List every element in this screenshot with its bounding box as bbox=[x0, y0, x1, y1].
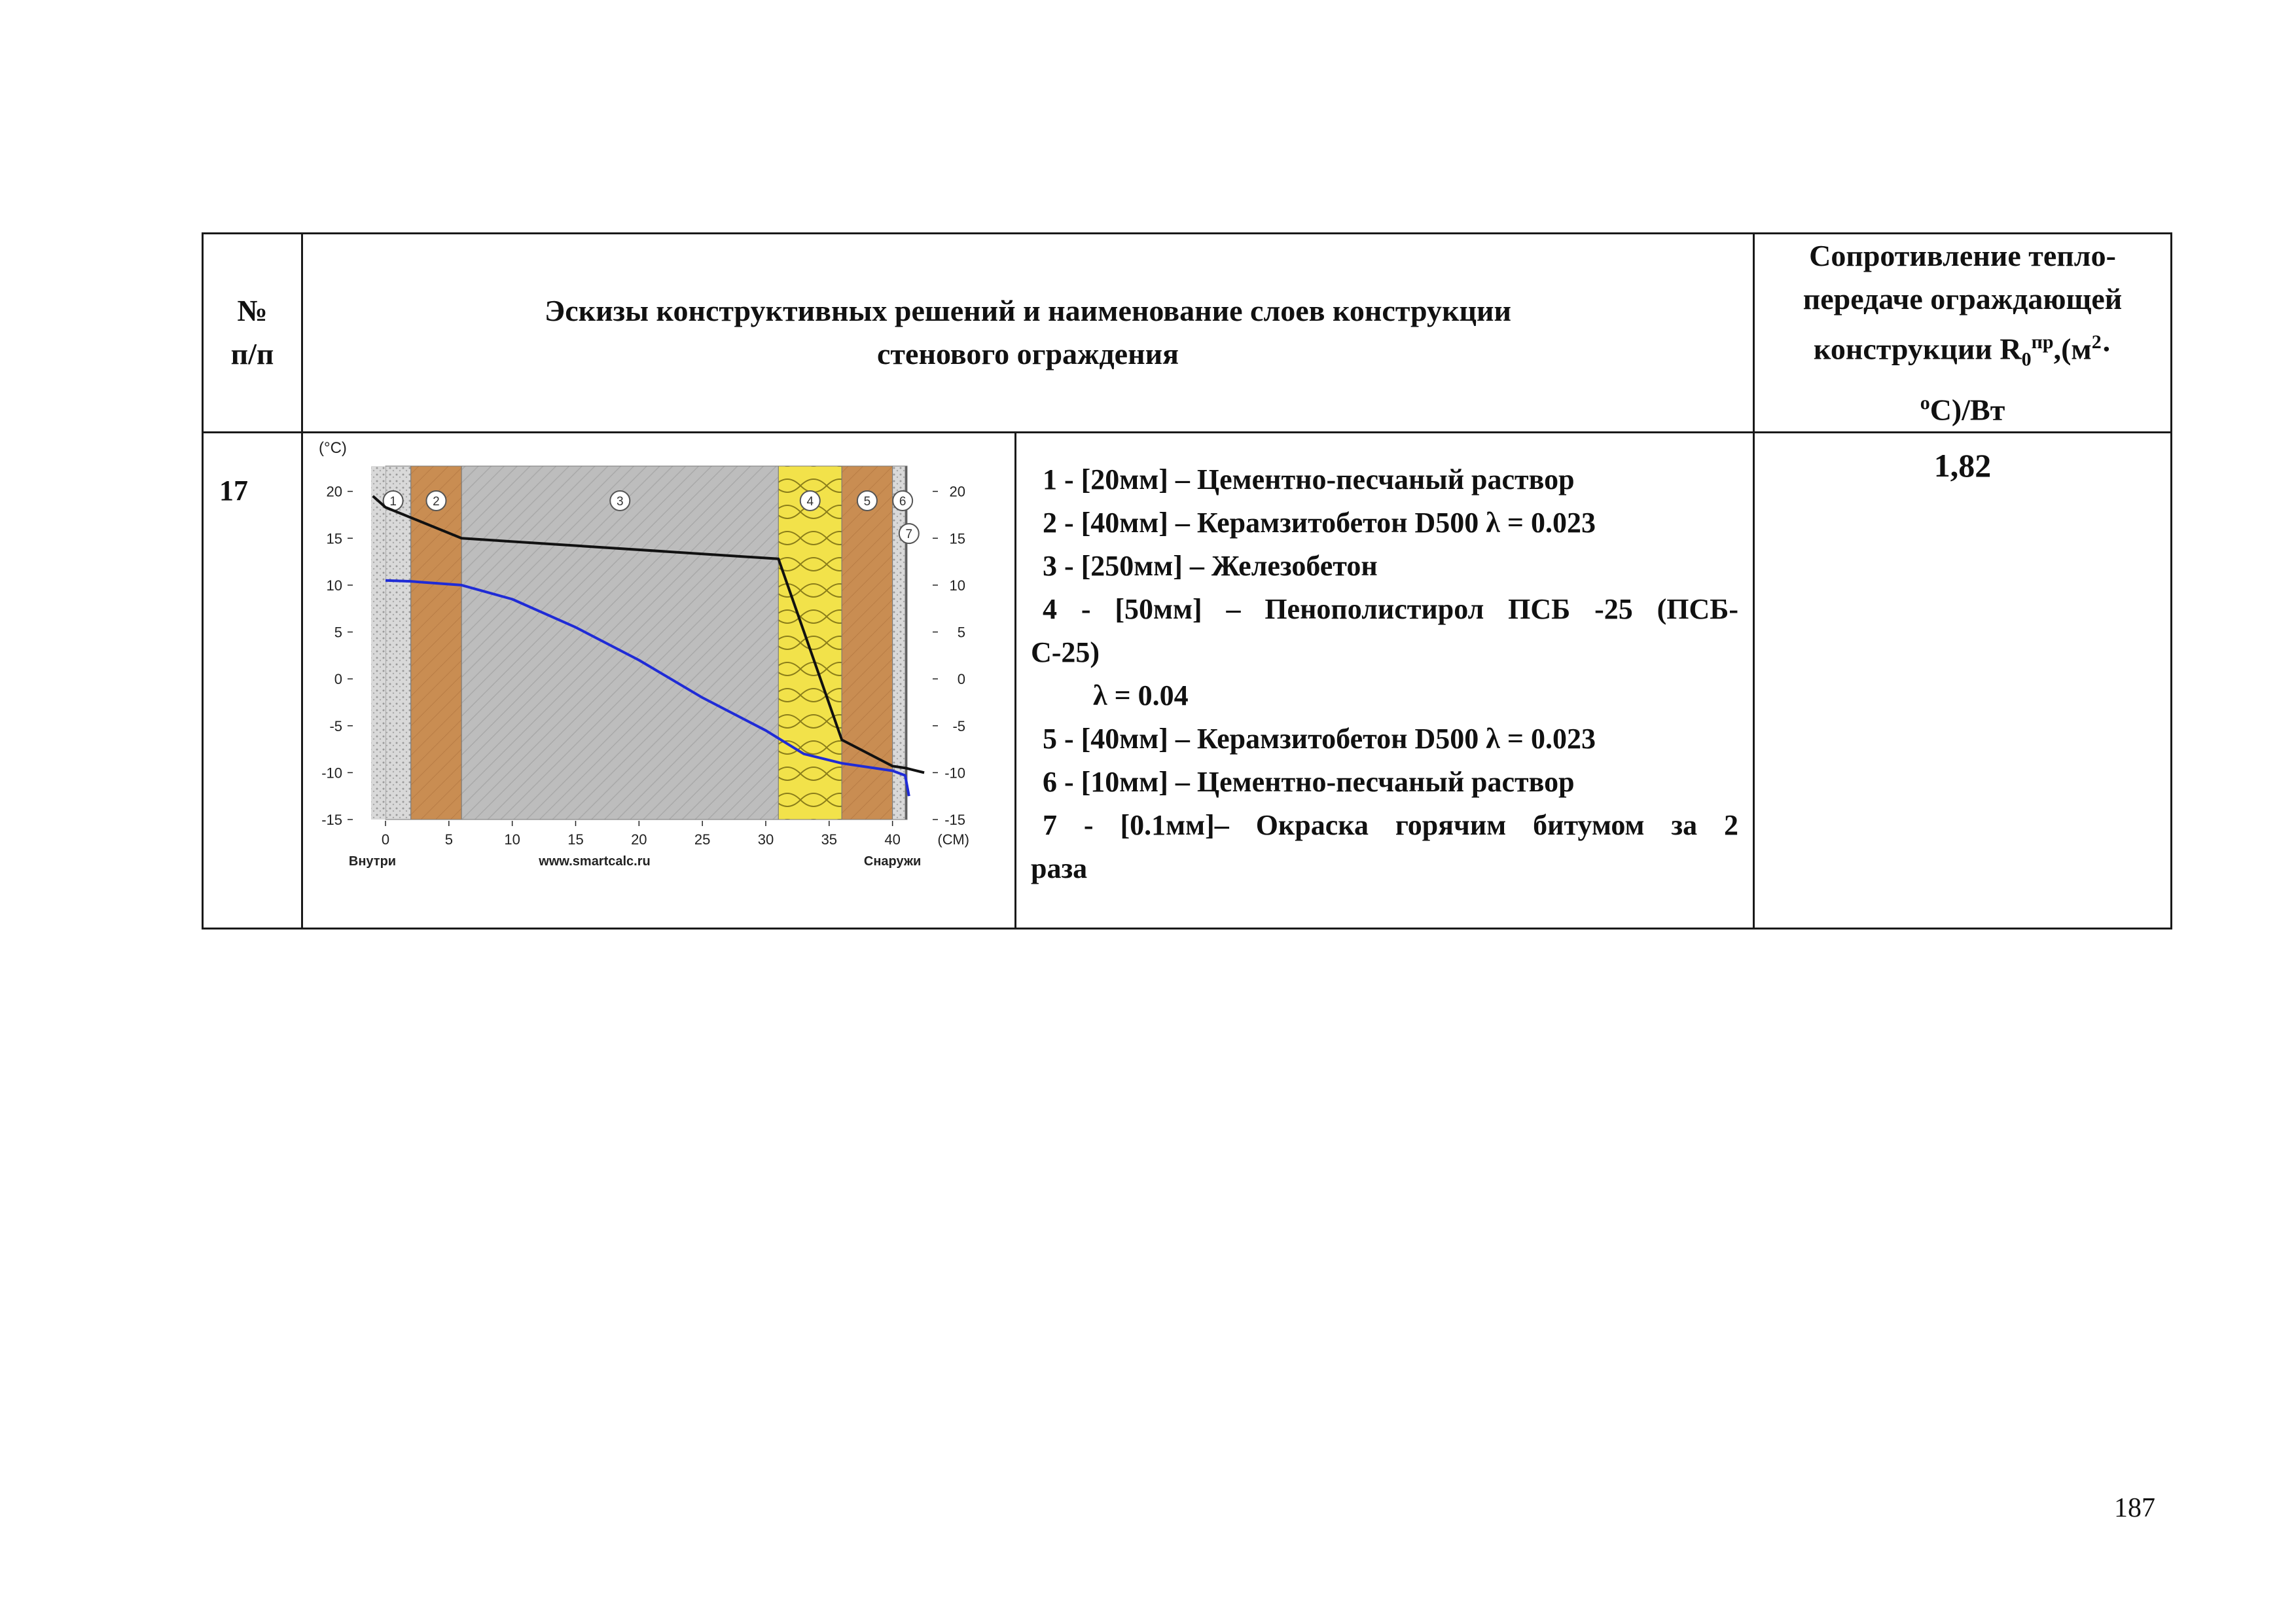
temperature-chart bbox=[303, 433, 1016, 924]
header-number-sign: № bbox=[237, 294, 268, 328]
y-tick-right: -10 bbox=[944, 765, 965, 782]
layer-band-plaster-edge bbox=[371, 466, 386, 820]
layer-marker-label: 6 bbox=[899, 494, 906, 509]
x-tick-label: 15 bbox=[567, 831, 584, 848]
header-sketch-line1: Эскизы конструктивных решений и наименование слоев конструкции bbox=[545, 294, 1511, 328]
y-tick-right: -15 bbox=[944, 811, 965, 828]
y-tick-right: 15 bbox=[949, 530, 965, 547]
layer-band-concrete bbox=[461, 466, 778, 820]
header-sketch bbox=[302, 234, 1754, 433]
layer-7-cont: раза bbox=[1031, 852, 1088, 884]
x-tick-label: 25 bbox=[694, 831, 711, 848]
header-number-pp: п/п bbox=[230, 337, 274, 371]
y-tick-left: -10 bbox=[321, 765, 342, 782]
layer-band-claydite-inner bbox=[411, 466, 461, 820]
layer-marker-label: 1 bbox=[389, 494, 397, 509]
layer-band-plaster-inner bbox=[386, 466, 411, 820]
header-row bbox=[203, 234, 2172, 433]
y-tick-left: -5 bbox=[329, 717, 342, 734]
layers-list bbox=[1016, 432, 1754, 928]
x-tick-label: 20 bbox=[631, 831, 647, 848]
header-sketch-line2: стенового ограждения bbox=[877, 337, 1179, 371]
layer-4-cont: С-25) bbox=[1031, 636, 1100, 668]
layer-marker-label: 2 bbox=[433, 494, 440, 509]
layer-band-bitumen bbox=[905, 466, 907, 820]
layer-4-lambda: λ = 0.04 bbox=[1093, 679, 1189, 712]
x-tick-label: 30 bbox=[757, 831, 774, 848]
row-number: 17 bbox=[203, 432, 302, 928]
y-tick-right: 5 bbox=[957, 624, 965, 641]
y-tick-left: -15 bbox=[321, 811, 342, 828]
y-tick-left: 5 bbox=[334, 624, 342, 641]
header-resistance-line1: Сопротивление тепло- bbox=[1809, 239, 2116, 272]
x-tick-label: 40 bbox=[884, 831, 901, 848]
layer-4: 4 - [50мм] – Пенополистирол ПСБ -25 (ПСБ- bbox=[1043, 592, 1739, 625]
y-tick-right: -5 bbox=[952, 717, 965, 734]
y-tick-left: 15 bbox=[326, 530, 342, 547]
layer-marker-label: 4 bbox=[806, 494, 814, 509]
x-unit-label: (СМ) bbox=[937, 831, 969, 848]
x-tick-label: 35 bbox=[821, 831, 838, 848]
page-number: 187 bbox=[2114, 1493, 2155, 1523]
y-tick-right: 10 bbox=[949, 577, 965, 594]
inside-label: Внутри bbox=[348, 854, 397, 869]
document-table bbox=[202, 232, 2172, 929]
y-tick-left: 20 bbox=[326, 483, 342, 500]
layer-marker-label: 7 bbox=[905, 527, 913, 541]
y-unit-label: (°C) bbox=[319, 439, 347, 457]
header-resistance-line4: $^о$С)/Вт bbox=[1920, 391, 2005, 426]
layer-6: 6 - [10мм] – Цементно-песчаный раствор bbox=[1043, 765, 1575, 798]
y-tick-right: 20 bbox=[949, 483, 965, 500]
layer-1: 1 - [20мм] – Цементно-песчаный раствор bbox=[1043, 463, 1575, 496]
header-number bbox=[203, 234, 302, 433]
y-tick-right: 0 bbox=[957, 670, 965, 687]
x-tick-label: 0 bbox=[381, 831, 390, 848]
header-resistance-line2: передаче ограждающей bbox=[1803, 282, 2123, 316]
site-label: www.smartcalc.ru bbox=[539, 854, 651, 869]
header-resistance bbox=[1754, 234, 2172, 433]
resistance-value: 1,82 bbox=[1754, 432, 2172, 928]
layer-2: 2 - [40мм] – Керамзитобетон D500 λ = 0.023 bbox=[1043, 506, 1596, 539]
layer-7: 7 - [0.1мм]– Окраска горячим битумом за 2 bbox=[1043, 808, 1739, 841]
layer-marker-label: 3 bbox=[616, 494, 624, 509]
y-tick-left: 10 bbox=[326, 577, 342, 594]
x-tick-label: 5 bbox=[444, 831, 453, 848]
layer-marker-label: 5 bbox=[863, 494, 871, 509]
y-tick-left: 0 bbox=[334, 670, 342, 687]
x-tick-label: 10 bbox=[504, 831, 520, 848]
layer-band-insulation bbox=[778, 466, 842, 820]
layer-3: 3 - [250мм] – Железобетон bbox=[1043, 549, 1378, 582]
outside-label: Снаружи bbox=[863, 854, 922, 869]
data-row bbox=[203, 432, 2172, 928]
layer-5: 5 - [40мм] – Керамзитобетон D500 λ = 0.023 bbox=[1043, 722, 1596, 755]
sketch-cell bbox=[302, 432, 1016, 928]
header-resistance-line3: конструкции $R_0^{пр},(м^2\cdot$ bbox=[1813, 331, 2112, 370]
